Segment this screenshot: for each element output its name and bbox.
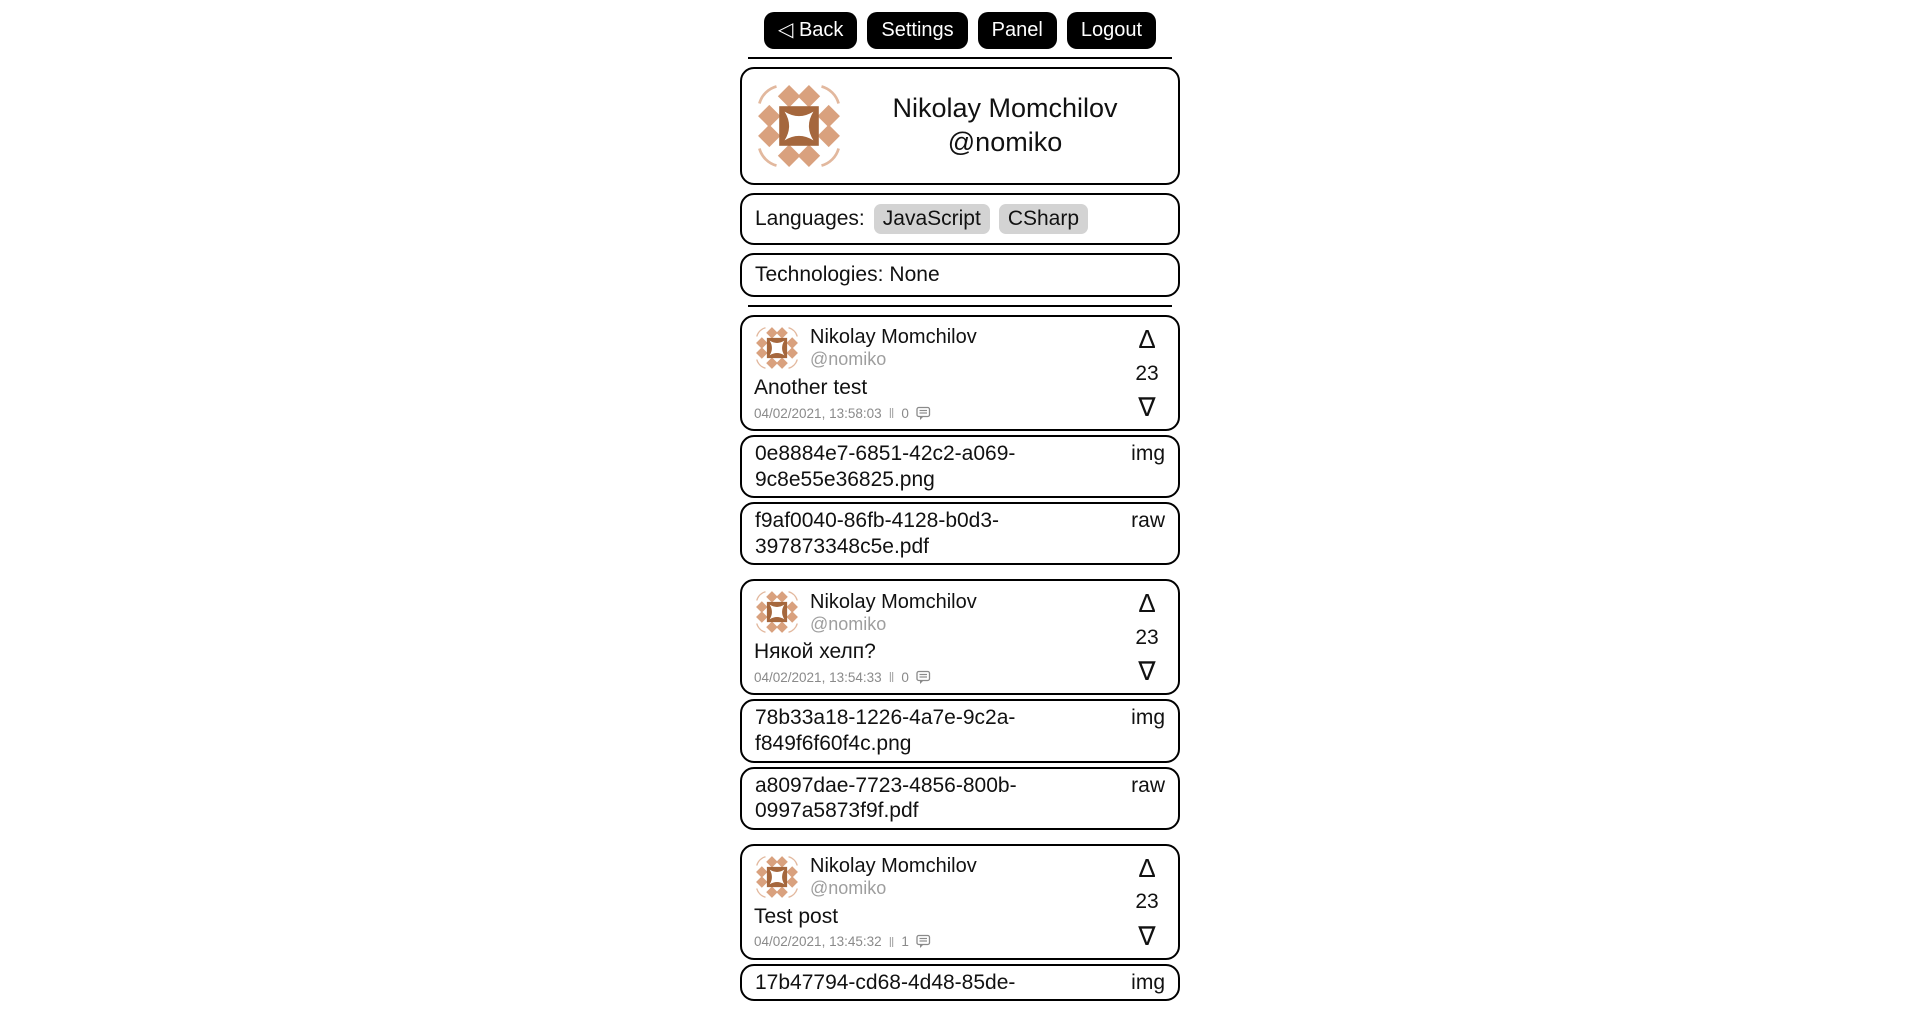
- profile-name: Nikolay Momchilov: [892, 93, 1118, 124]
- upvote-button[interactable]: Δ: [1138, 852, 1156, 883]
- profile-card: [740, 67, 1180, 185]
- post-header: [754, 589, 1128, 635]
- meta-separator: ‖: [888, 669, 895, 686]
- vote-count: 23: [1135, 890, 1159, 914]
- post-card[interactable]: [740, 315, 1180, 431]
- post-card[interactable]: [740, 579, 1180, 695]
- attachment-filename: 17b47794-cd68-4d48-85de-: [755, 970, 1016, 994]
- post-comment-count: 0: [901, 405, 909, 421]
- post-meta: [754, 405, 1128, 421]
- language-badge-javascript: JavaScript: [874, 204, 990, 234]
- top-divider: [748, 57, 1172, 59]
- post-author-handle: @nomiko: [810, 878, 887, 899]
- downvote-button[interactable]: ∇: [1138, 656, 1156, 687]
- technologies-label: Technologies:: [755, 263, 884, 286]
- post-comment-count: 0: [901, 669, 909, 685]
- post-main: [754, 589, 1128, 685]
- attachment-filename: a8097dae-7723-4856-800b-0997a5873f9f.pdf: [755, 773, 1017, 823]
- downvote-button[interactable]: ∇: [1138, 392, 1156, 422]
- technologies-card: [740, 253, 1180, 297]
- post-comment-count: 1: [901, 934, 909, 950]
- post-avatar-identicon: [754, 325, 800, 371]
- panel-button[interactable]: Panel: [978, 12, 1057, 49]
- post-header: [754, 325, 1128, 371]
- page-content: [740, 0, 1180, 1001]
- attachment-type-badge: img: [1131, 442, 1165, 465]
- post-title: Някой хелп?: [754, 640, 876, 664]
- post-avatar-identicon: [754, 854, 800, 900]
- post-author-name: Nikolay Momchilov: [810, 590, 977, 613]
- attachment-card[interactable]: [740, 767, 1180, 830]
- post-meta: [754, 934, 1128, 950]
- post-author-name: Nikolay Momchilov: [810, 855, 977, 878]
- settings-button[interactable]: Settings: [867, 12, 967, 49]
- downvote-button[interactable]: ∇: [1138, 920, 1156, 951]
- vote-column: [1128, 589, 1166, 685]
- profile-avatar-identicon: [754, 81, 844, 171]
- attachment-type-badge: raw: [1131, 773, 1165, 797]
- attachment-card[interactable]: [740, 502, 1180, 565]
- profile-handle: @nomiko: [947, 127, 1063, 157]
- attachment-card[interactable]: [740, 699, 1180, 762]
- top-nav: [740, 12, 1180, 49]
- upvote-button[interactable]: Δ: [1138, 588, 1156, 619]
- attachment-type-badge: img: [1131, 970, 1165, 994]
- vote-count: 23: [1135, 625, 1159, 649]
- attachment-card[interactable]: [740, 964, 1180, 1002]
- vote-column: [1128, 325, 1166, 421]
- post-main: [754, 854, 1128, 950]
- language-badge-csharp: CSharp: [999, 204, 1088, 234]
- post-group: [740, 315, 1180, 565]
- attachment-filename: f9af0040-86fb-4128-b0d3-397873348c5e.pdf: [755, 509, 1000, 558]
- post-date: 04/02/2021, 13:58:03: [754, 405, 882, 421]
- attachment-type-badge: img: [1131, 706, 1165, 730]
- post-title: Test post: [754, 904, 839, 928]
- post-card[interactable]: [740, 844, 1180, 960]
- post-author-handle: @nomiko: [810, 349, 887, 370]
- vote-count: 23: [1135, 361, 1159, 385]
- post-header: [754, 854, 1128, 900]
- meta-separator: ‖: [888, 933, 895, 950]
- post-group: [740, 579, 1180, 829]
- post-title: Another test: [754, 376, 868, 399]
- vote-column: [1128, 854, 1166, 950]
- languages-label: Languages:: [755, 207, 865, 230]
- profile-names: [844, 92, 1166, 160]
- attachment-filename: 78b33a18-1226-4a7e-9c2a-f849f6f60f4c.png: [755, 706, 1016, 756]
- post-avatar-identicon: [754, 589, 800, 635]
- post-author-name: Nikolay Momchilov: [810, 326, 977, 349]
- attachment-type-badge: raw: [1131, 509, 1165, 533]
- technologies-value: None: [889, 263, 940, 286]
- attachment-filename: 0e8884e7-6851-42c2-a069-9c8e55e36825.png: [755, 442, 1016, 491]
- comment-icon: [916, 670, 931, 685]
- comment-icon: [916, 934, 931, 949]
- attachment-card[interactable]: [740, 435, 1180, 498]
- posts-divider: [748, 305, 1172, 307]
- post-meta: [754, 669, 1128, 685]
- post-group: [740, 844, 1180, 1002]
- comment-icon: [916, 406, 931, 421]
- meta-separator: ‖: [888, 405, 895, 421]
- back-button[interactable]: ◁ Back: [764, 12, 857, 49]
- logout-button[interactable]: Logout: [1067, 12, 1156, 49]
- post-date: 04/02/2021, 13:45:32: [754, 934, 882, 950]
- upvote-button[interactable]: Δ: [1138, 324, 1156, 354]
- post-date: 04/02/2021, 13:54:33: [754, 669, 882, 685]
- post-main: [754, 325, 1128, 421]
- post-author-handle: @nomiko: [810, 613, 887, 634]
- languages-card: [740, 193, 1180, 245]
